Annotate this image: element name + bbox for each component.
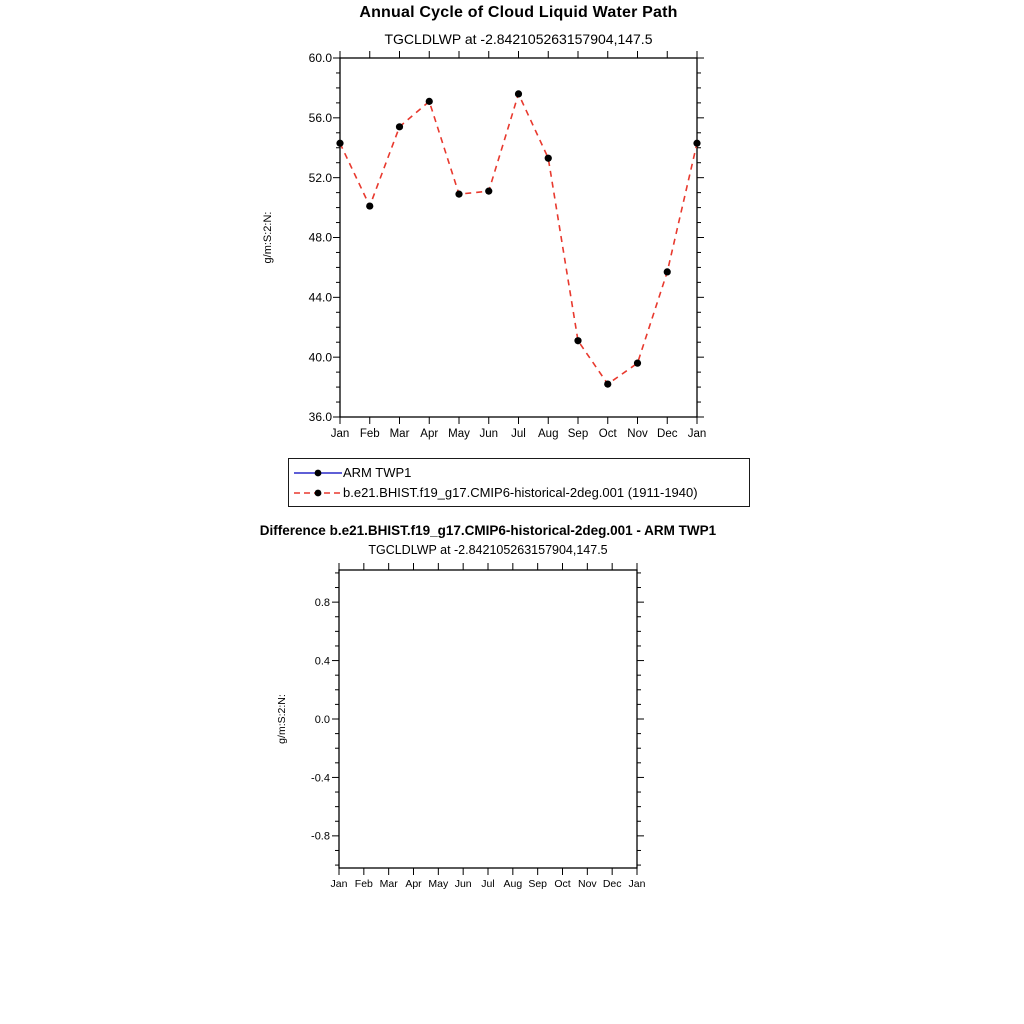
data-point <box>574 337 581 344</box>
x-tick-label: Feb <box>359 428 380 440</box>
x-tick-label: Mar <box>389 428 410 440</box>
x-tick-label: Sep <box>528 878 548 890</box>
data-point <box>366 202 373 209</box>
x-tick-label: Mar <box>379 878 398 890</box>
y-axis-title: g/m:S:2:N: <box>276 694 288 744</box>
data-point <box>545 155 552 162</box>
y-tick-label: 0.8 <box>314 596 330 609</box>
top-chart-title: Annual Cycle of Cloud Liquid Water Path <box>359 4 678 21</box>
x-tick-label: Apr <box>420 428 439 440</box>
x-tick-label: Apr <box>405 878 422 890</box>
x-tick-label: May <box>448 428 470 440</box>
x-tick-label: Aug <box>538 428 559 440</box>
x-tick-label: Jun <box>454 878 472 890</box>
legend-label: b.e21.BHIST.f19_g17.CMIP6-historical-2deg.001 (1911-1940) <box>343 484 698 500</box>
bottom-chart-subtitle: TGCLDLWP at -2.842105263157904,147.5 <box>368 543 608 557</box>
x-tick-label: Jun <box>479 428 499 440</box>
bottom-chart-title: Difference b.e21.BHIST.f19_g17.CMIP6-historical-2deg.001 - ARM TWP1 <box>259 523 717 538</box>
data-point <box>634 360 641 367</box>
y-tick-label: 40.0 <box>308 350 332 365</box>
top-chart-subtitle: TGCLDLWP at -2.842105263157904,147.5 <box>384 31 653 47</box>
y-tick-label: 60.0 <box>308 51 332 66</box>
x-tick-label: Feb <box>354 878 373 890</box>
data-point <box>664 268 671 275</box>
data-point <box>515 90 522 97</box>
y-tick-label: -0.8 <box>311 830 330 843</box>
legend-line-dashed-red <box>293 486 343 500</box>
y-tick-label: 48.0 <box>308 230 332 245</box>
y-tick-label: 36.0 <box>308 410 332 425</box>
y-axis-title: g/m:S:2:N: <box>262 211 274 264</box>
axis-frame <box>339 570 637 868</box>
x-tick-label: Oct <box>554 878 571 890</box>
x-tick-label: Jan <box>628 878 646 890</box>
legend-box <box>288 458 750 507</box>
series-line <box>340 94 697 384</box>
data-point <box>455 191 462 198</box>
data-point <box>693 140 700 147</box>
x-tick-label: Nov <box>627 428 648 440</box>
x-tick-label: Oct <box>598 428 617 440</box>
data-point <box>604 380 611 387</box>
data-point <box>336 140 343 147</box>
x-tick-label: Jul <box>481 878 495 890</box>
y-tick-label: 0.0 <box>314 713 330 726</box>
x-tick-label: Nov <box>577 878 597 890</box>
legend-line-solid-blue <box>293 466 343 480</box>
y-tick-label: -0.4 <box>311 772 330 785</box>
y-tick-label: 56.0 <box>308 111 332 126</box>
axis-frame <box>340 58 697 417</box>
y-tick-label: 0.4 <box>314 655 330 668</box>
x-tick-label: Jan <box>330 878 348 890</box>
x-tick-label: Aug <box>503 878 523 890</box>
x-tick-label: May <box>428 878 449 890</box>
legend-label: ARM TWP1 <box>343 464 412 480</box>
data-point <box>485 188 492 195</box>
x-tick-label: Jan <box>687 428 707 440</box>
x-tick-label: Dec <box>657 428 678 440</box>
x-tick-label: Dec <box>602 878 622 890</box>
x-tick-label: Jan <box>330 428 350 440</box>
x-tick-label: Sep <box>567 428 589 440</box>
legend-entry-arm-twp1 <box>293 463 749 483</box>
x-tick-label: Jul <box>511 428 526 440</box>
legend-entry-model-case <box>293 483 749 503</box>
y-tick-label: 52.0 <box>308 170 332 185</box>
data-point <box>426 98 433 105</box>
y-tick-label: 44.0 <box>308 290 332 305</box>
data-point <box>396 123 403 130</box>
